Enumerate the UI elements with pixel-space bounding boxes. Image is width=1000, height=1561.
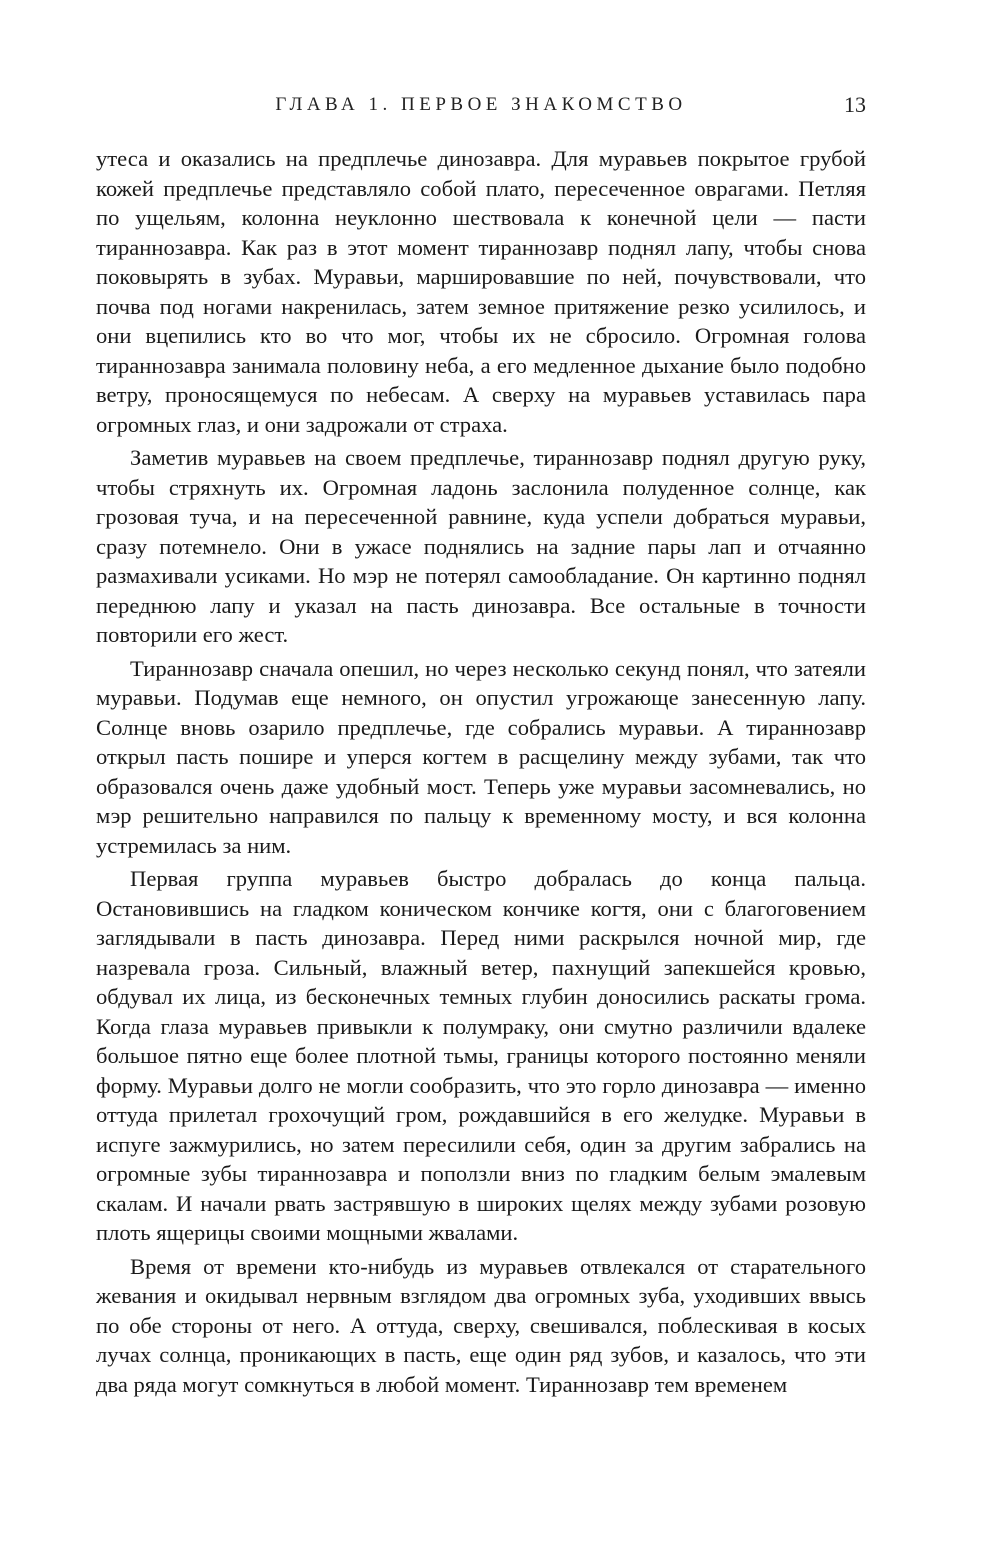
paragraph-1: утеса и оказались на предплечье динозавра. Для муравьев покрытое грубой кожей предплечье представляло собой плато, пересеченное оврагами. Петляя по ущельям, колонна неуклонно шествовала к конечной цели — пасти тираннозавра. Как раз в этот момент тираннозавр поднял лапу, чтобы снова поковырять в зубах. Муравьи, маршировавшие по ней, почувствовали, что почва под ногами накренилась, затем земное притяжение резко усилилось, и они вцепились кто во что мог, чтобы их не сбросило. Огромная голова тираннозавра занимала половину неба, а его медленное дыхание было подобно ветру, проносящемуся по небесам. А сверху на муравьев уставилась пара огромных глаз, и они задрожали от страха.: [96, 146, 866, 437]
page-header: [96, 94, 866, 124]
paragraph-3: Тираннозавр сначала опешил, но через несколько секунд понял, что затеяли муравьи. Подумав еще немного, он опустил угрожающе занесенную лапу. Солнце вновь озарило предплечье, где собрались муравьи. А тираннозавр открыл пасть пошире и уперся когтем в расщелину между зубами, так что образовался очень даже удобный мост. Теперь уже муравьи засомневались, но мэр решительно направился по пальцу к временному мосту, и вся колонна устремилась за ним.: [96, 655, 866, 858]
body-text: [96, 144, 866, 1399]
paragraph-4: Первая группа муравьев быстро добралась до конца пальца. Остановившись на гладком коническом кончике когтя, они с благоговением заглядывали в пасть динозавра. Перед ними раскрылся ночной мир, где назревала гроза. Сильный, влажный ветер, пахнущий запекшейся кровью, обдувал их лица, из бесконечных темных глубин доносились раскаты грома. Когда глаза муравьев привыкли к полумраку, они смутно различили вдалеке большое пятно еще более плотной тьмы, границы которого постоянно меняли форму. Муравьи долго не могли сообразить, что это горло динозавра — именно оттуда прилетал грохочущий гром, рождавшийся в его желудке. Муравьи в испуге зажмурились, но затем пересилили себя, один за другим забрались на огромные зубы тираннозавра и поползли вниз по гладким белым эмалевым скалам. И начали рвать застрявшую в широких щелях между зубами розовую плоть ящерицы своими мощными жвалами.: [96, 866, 866, 1245]
page-number: 13: [844, 92, 866, 117]
paragraph-2: Заметив муравьев на своем предплечье, тираннозавр поднял другую руку, чтобы стряхнуть их. Огромная ладонь заслонила полуденное солнце, как грозовая туча, и на пересеченной равнине, куда успели добраться муравьи, сразу потемнело. Они в ужасе поднялись на задние пары лап и отчаянно размахивали усиками. Но мэр не потерял самообладание. Он картинно поднял переднюю лапу и указал на пасть динозавра. Все остальные в точности повторили его жест.: [96, 445, 866, 647]
paragraph-5: Время от времени кто-нибудь из муравьев отвлекался от старательного жевания и окидывал нервным взглядом два огромных зуба, уходивших ввысь по обе стороны от него. А оттуда, сверху, свешивался, поблескивая в косых лучах солнца, проникающих в пасть, еще один ряд зубов, и казалось, что эти два ряда могут сомкнуться в любой момент. Тираннозавр тем временем: [96, 1253, 866, 1397]
running-title: ГЛАВА 1. ПЕРВОЕ ЗНАКОМСТВО: [275, 94, 687, 115]
